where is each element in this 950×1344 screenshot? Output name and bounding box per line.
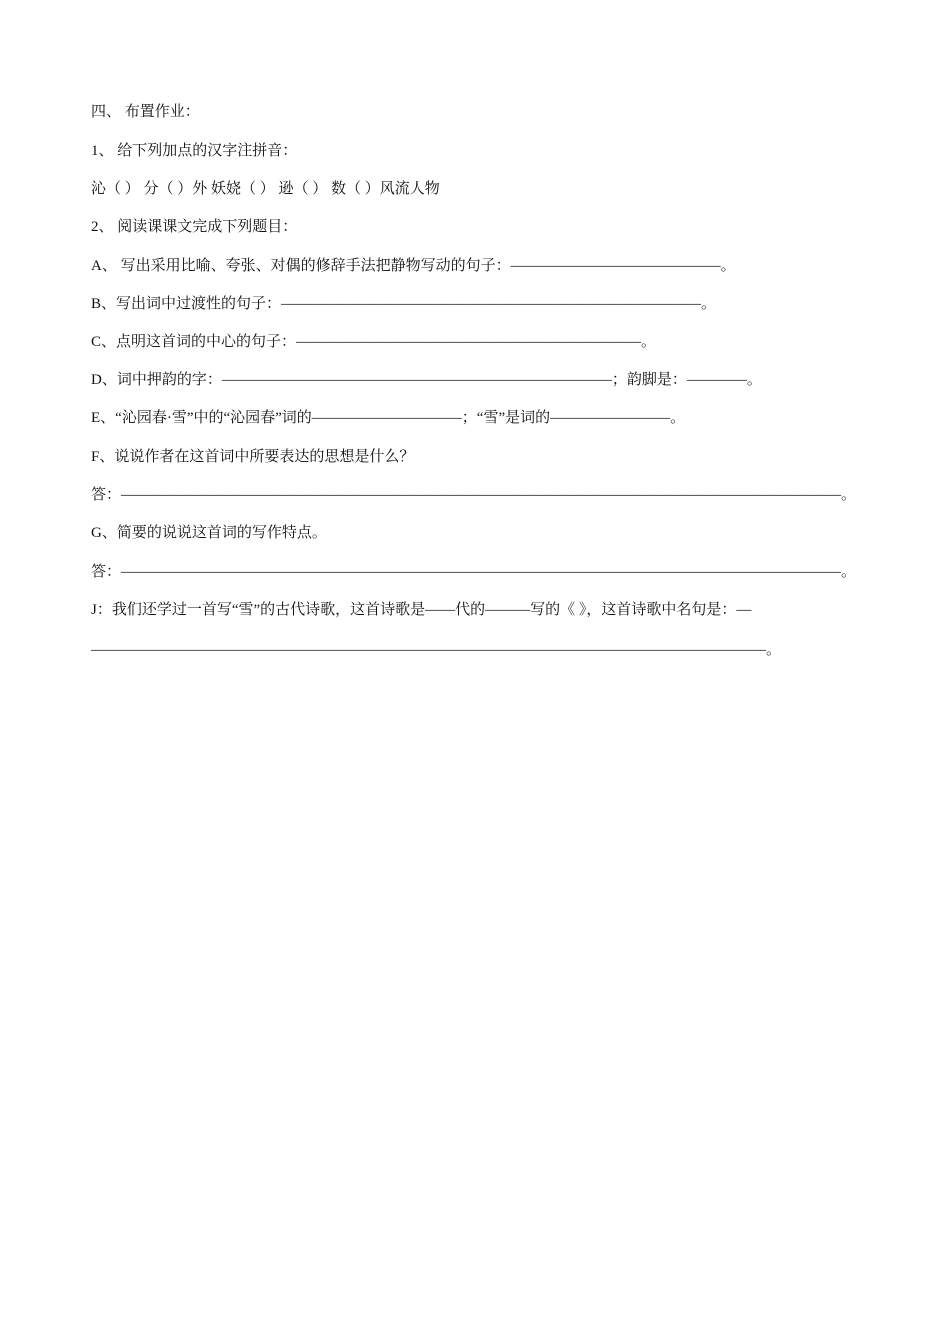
question-d: D、词中押韵的字：——————————————————————————；韵脚是：————。 — [91, 372, 762, 388]
question-j-line-1: J：我们还学过一首写“雪”的古代诗歌，这首诗歌是——代的———写的《 》，这首诗歌中名句是：— — [91, 602, 752, 618]
question-j-line-2: —————————————————————————————————————————————。 — [91, 642, 782, 658]
question-c: C、点明这首词的中心的句子：———————————————————————。 — [91, 334, 657, 350]
answer-f: 答：————————————————————————————————————————————————。 — [91, 487, 857, 503]
question-b: B、写出词中过渡性的句子：————————————————————————————。 — [91, 296, 717, 312]
section-heading: 四、 布置作业： — [91, 104, 200, 120]
answer-g: 答：————————————————————————————————————————————————。 — [91, 564, 857, 580]
question-f: F、说说作者在这首词中所要表达的思想是什么？ — [91, 449, 415, 465]
question-g: G、简要的说说这首词的写作特点。 — [91, 525, 327, 541]
question-1-items: 沁（ ） 分（ ）外 妖娆（ ） 逊（ ） 数（ ）风流人物 — [91, 181, 440, 197]
question-2: 2、 阅读课课文完成下列题目： — [91, 219, 298, 235]
question-a: A、 写出采用比喻、夸张、对偶的修辞手法把静物写动的句子：——————————————。 — [91, 258, 736, 274]
question-1: 1、 给下列加点的汉字注拼音： — [91, 143, 298, 159]
question-e: E、“沁园春·雪”中的“沁园春”词的——————————；“雪”是词的————————。 — [91, 410, 686, 426]
